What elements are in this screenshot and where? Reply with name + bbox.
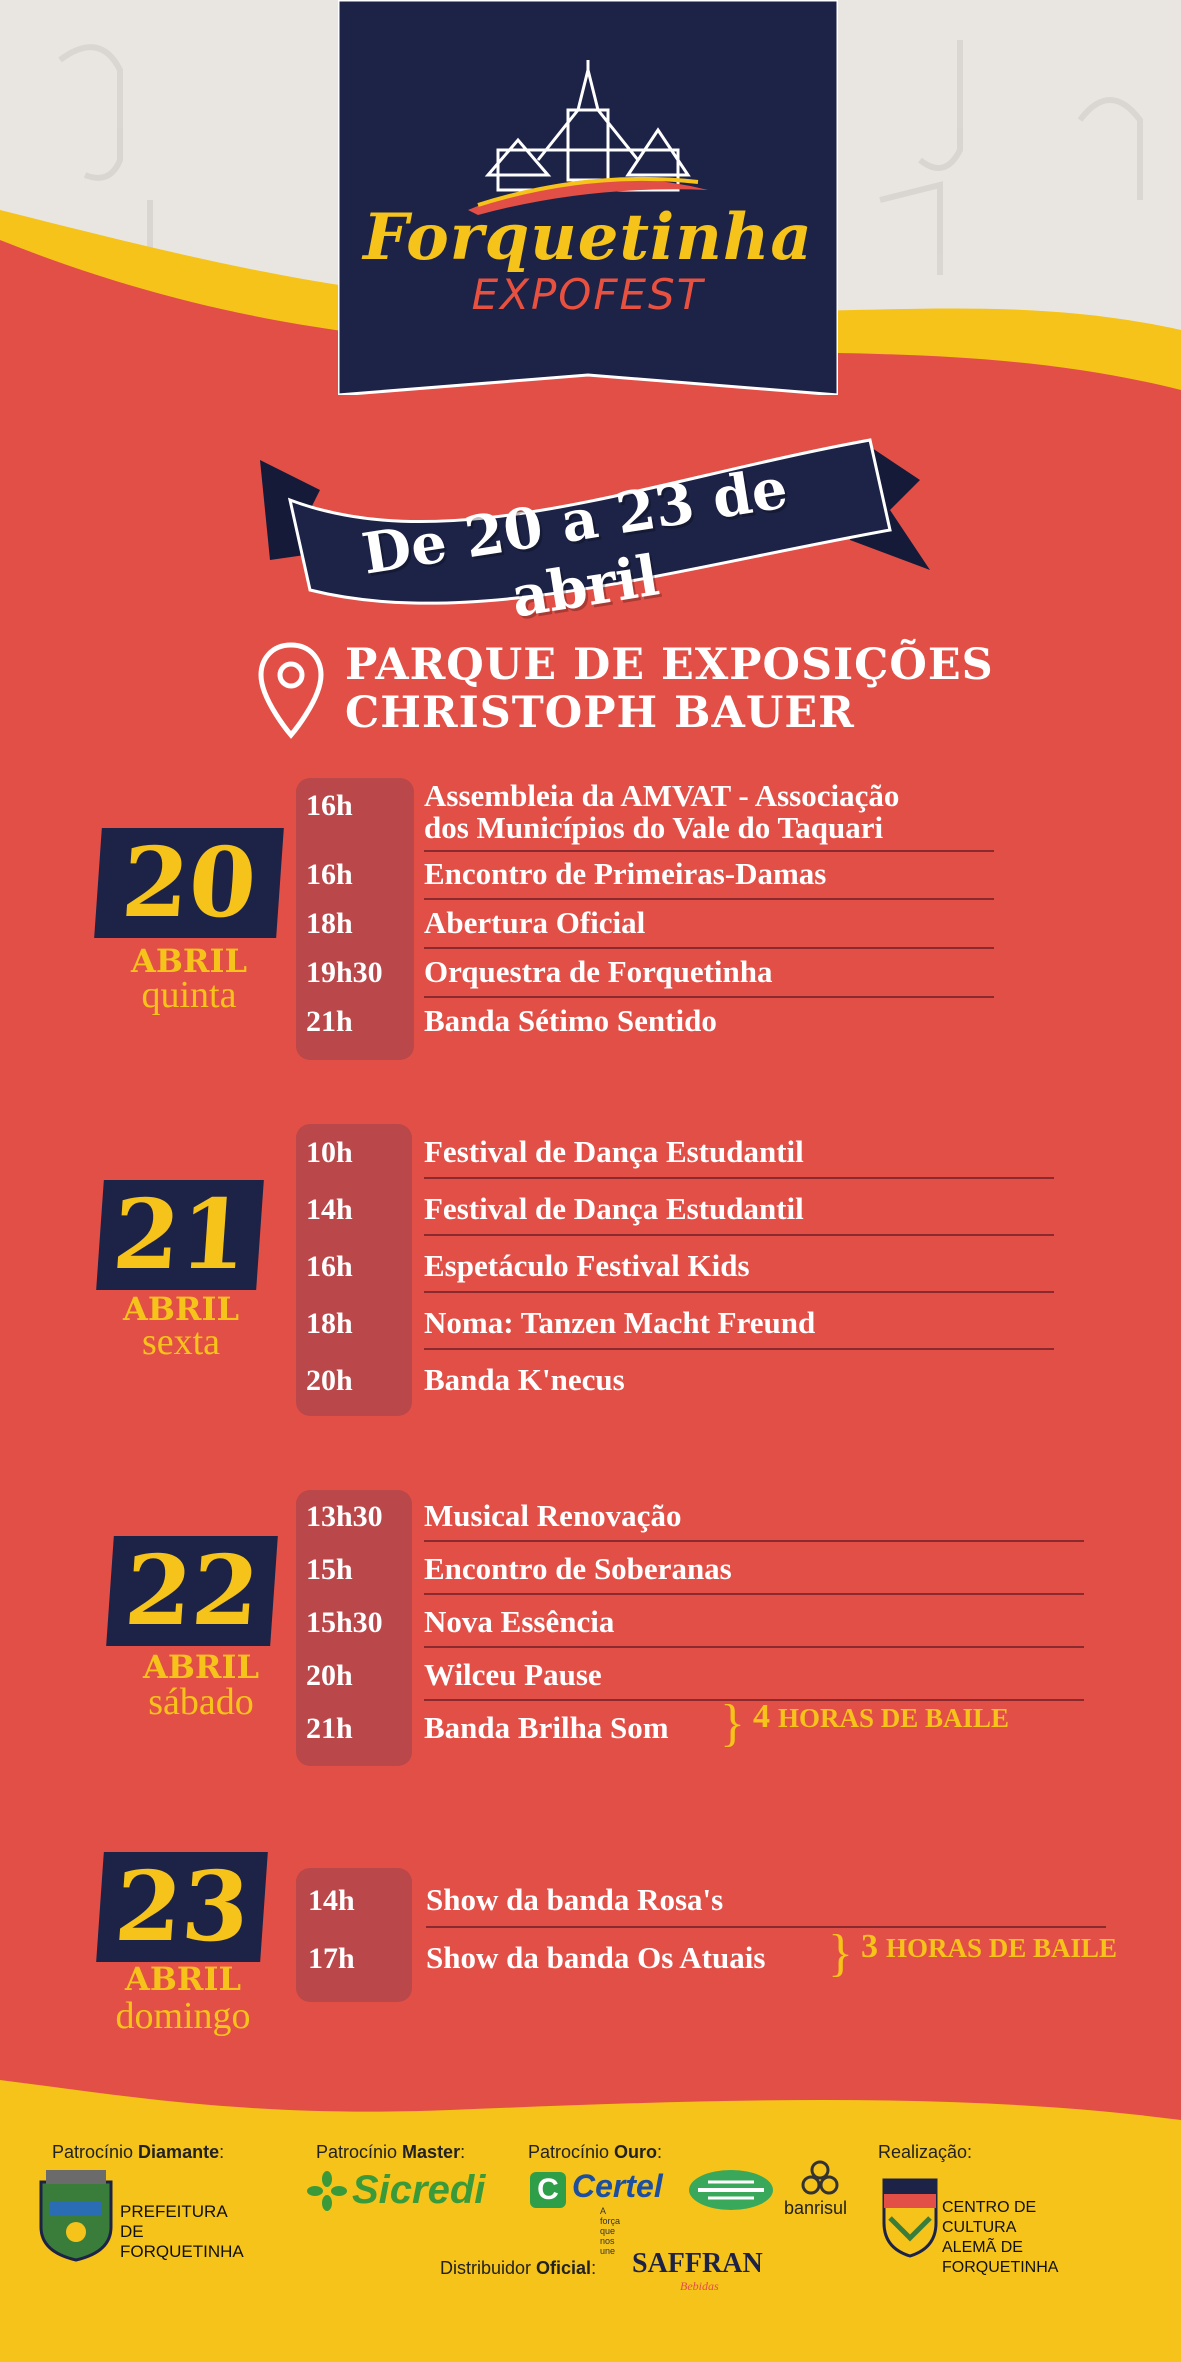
day-month: ABRIL [143, 1648, 259, 1686]
event-title: Assembleia da AMVAT - Associação [424, 778, 900, 813]
day-month: ABRIL [123, 1290, 239, 1328]
sponsor-sicredi: Sicredi [352, 2168, 486, 2212]
event-title: Orquestra de Forquetinha [424, 954, 773, 989]
brace: } [720, 1695, 745, 1752]
event-time: 19h30 [306, 956, 383, 989]
schedule-row [306, 1248, 1066, 1296]
event-title: Banda Sétimo Sentido [424, 1003, 717, 1038]
day-month: ABRIL [125, 1960, 241, 1998]
event-title: Encontro de Soberanas [424, 1551, 732, 1586]
event-title: Festival de Dança Estudantil [424, 1191, 804, 1226]
day-number: 20 [94, 828, 284, 938]
event-title: Encontro de Primeiras-Damas [424, 856, 827, 891]
event-title: Noma: Tanzen Macht Freund [424, 1305, 816, 1340]
brace: } [828, 1925, 853, 1982]
location-line-2: CHRISTOPH BAUER [345, 688, 855, 738]
schedule-row [306, 1362, 1066, 1410]
event-time: 21h [306, 1005, 353, 1038]
event-time: 20h [306, 1659, 353, 1692]
sponsor-certel-tagline: A força que nos une [600, 2206, 621, 2256]
event-time: 16h [306, 1250, 353, 1283]
event-title-line2: dos Municípios do Vale do Taquari [424, 810, 884, 845]
logo-banner [338, 0, 838, 395]
location-pin-icon [256, 640, 326, 740]
schedule-row [306, 905, 986, 953]
event-title: Espetáculo Festival Kids [424, 1248, 750, 1283]
sponsor-centro-cultura: CENTRO DE CULTURA ALEMÃ DE FORQUETINHA [942, 2199, 1059, 2276]
schedule-row [306, 778, 986, 854]
schedule-row [306, 1498, 1106, 1546]
event-time: 13h30 [306, 1500, 383, 1533]
schedule-row [306, 1191, 1066, 1239]
day-weekday: sexta [141, 1321, 221, 1363]
sponsor-certel: Certel [572, 2168, 663, 2204]
baile-hours: 3 [860, 1928, 878, 1966]
baile-note [828, 1924, 1117, 1983]
event-title: Nova Essência [424, 1604, 615, 1639]
day-month: ABRIL [131, 942, 247, 980]
event-time: 20h [306, 1364, 353, 1397]
sponsor-label-realizacao: Realização: [878, 2142, 973, 2162]
str-logo-icon [688, 2168, 774, 2212]
event-title: Musical Renovação [424, 1498, 682, 1533]
sponsor-label-master: Patrocínio Master: [316, 2142, 466, 2162]
event-time: 21h [306, 1712, 353, 1745]
sponsor-certel-logo: C [530, 2172, 566, 2208]
schedule-row [308, 1882, 1108, 1930]
day-weekday: domingo [115, 1995, 251, 2037]
event-title: Show da banda Rosa's [426, 1882, 724, 1917]
event-time: 18h [306, 907, 353, 940]
event-title: Banda Brilha Som [424, 1710, 669, 1745]
event-title: Show da banda Os Atuais [426, 1940, 766, 1975]
event-title: Banda K'necus [424, 1362, 625, 1397]
logo-title: Forquetinha [363, 200, 813, 275]
day-weekday: quinta [141, 974, 237, 1016]
schedule-row [306, 1305, 1066, 1353]
event-time: 15h30 [306, 1606, 383, 1639]
event-time: 16h [306, 858, 353, 891]
event-time: 14h [306, 1193, 353, 1226]
sponsor-prefeitura: PREFEITURA DE FORQUETINHA [120, 2202, 244, 2261]
event-title: Abertura Oficial [424, 905, 646, 940]
date-range: De 20 a 23 de abril [357, 455, 792, 631]
event-time: 15h [306, 1553, 353, 1586]
schedule-row [306, 1134, 1066, 1182]
event-title: Wilceu Pause [424, 1657, 602, 1692]
event-time: 14h [308, 1884, 355, 1917]
schedule-row [306, 1003, 986, 1051]
schedule-row [306, 856, 986, 904]
event-time: 10h [306, 1136, 353, 1169]
centro-cultura-crest-icon [880, 2168, 940, 2258]
sponsor-saffran-sub: Bebidas [680, 2279, 719, 2293]
schedule-row [306, 1604, 1106, 1652]
sicredi-icon [306, 2170, 348, 2212]
sponsor-label-ouro: Patrocínio Ouro: [528, 2142, 663, 2162]
event-time: 18h [306, 1307, 353, 1340]
baile-note [720, 1694, 1009, 1753]
sponsor-label-distribuidor: Distribuidor Oficial: [440, 2258, 597, 2278]
schedule-row [306, 1551, 1106, 1599]
baile-hours: 4 [752, 1698, 770, 1736]
location-line-1: PARQUE DE EXPOSIÇÕES [345, 640, 994, 690]
sponsor-banrisul: banrisul [784, 2198, 848, 2218]
day-number: 21 [96, 1180, 264, 1290]
logo-subtitle: EXPOFEST [471, 270, 705, 319]
schedule-row [306, 954, 986, 1002]
forquetinha-crest-icon [36, 2162, 116, 2262]
day-number: 22 [106, 1536, 278, 1646]
sponsor-saffran: SAFFRAN [632, 2248, 763, 2279]
baile-text: HORAS DE BAILE [885, 1933, 1118, 1964]
baile-text: HORAS DE BAILE [777, 1703, 1010, 1734]
day-number: 23 [96, 1852, 268, 1962]
banrisul-icon [800, 2160, 840, 2196]
event-title: Festival de Dança Estudantil [424, 1134, 804, 1169]
event-time: 16h [306, 789, 353, 822]
day-weekday: sábado [148, 1681, 254, 1723]
event-time: 17h [308, 1942, 355, 1975]
sponsor-label-diamante: Patrocínio Diamante: [52, 2142, 225, 2162]
